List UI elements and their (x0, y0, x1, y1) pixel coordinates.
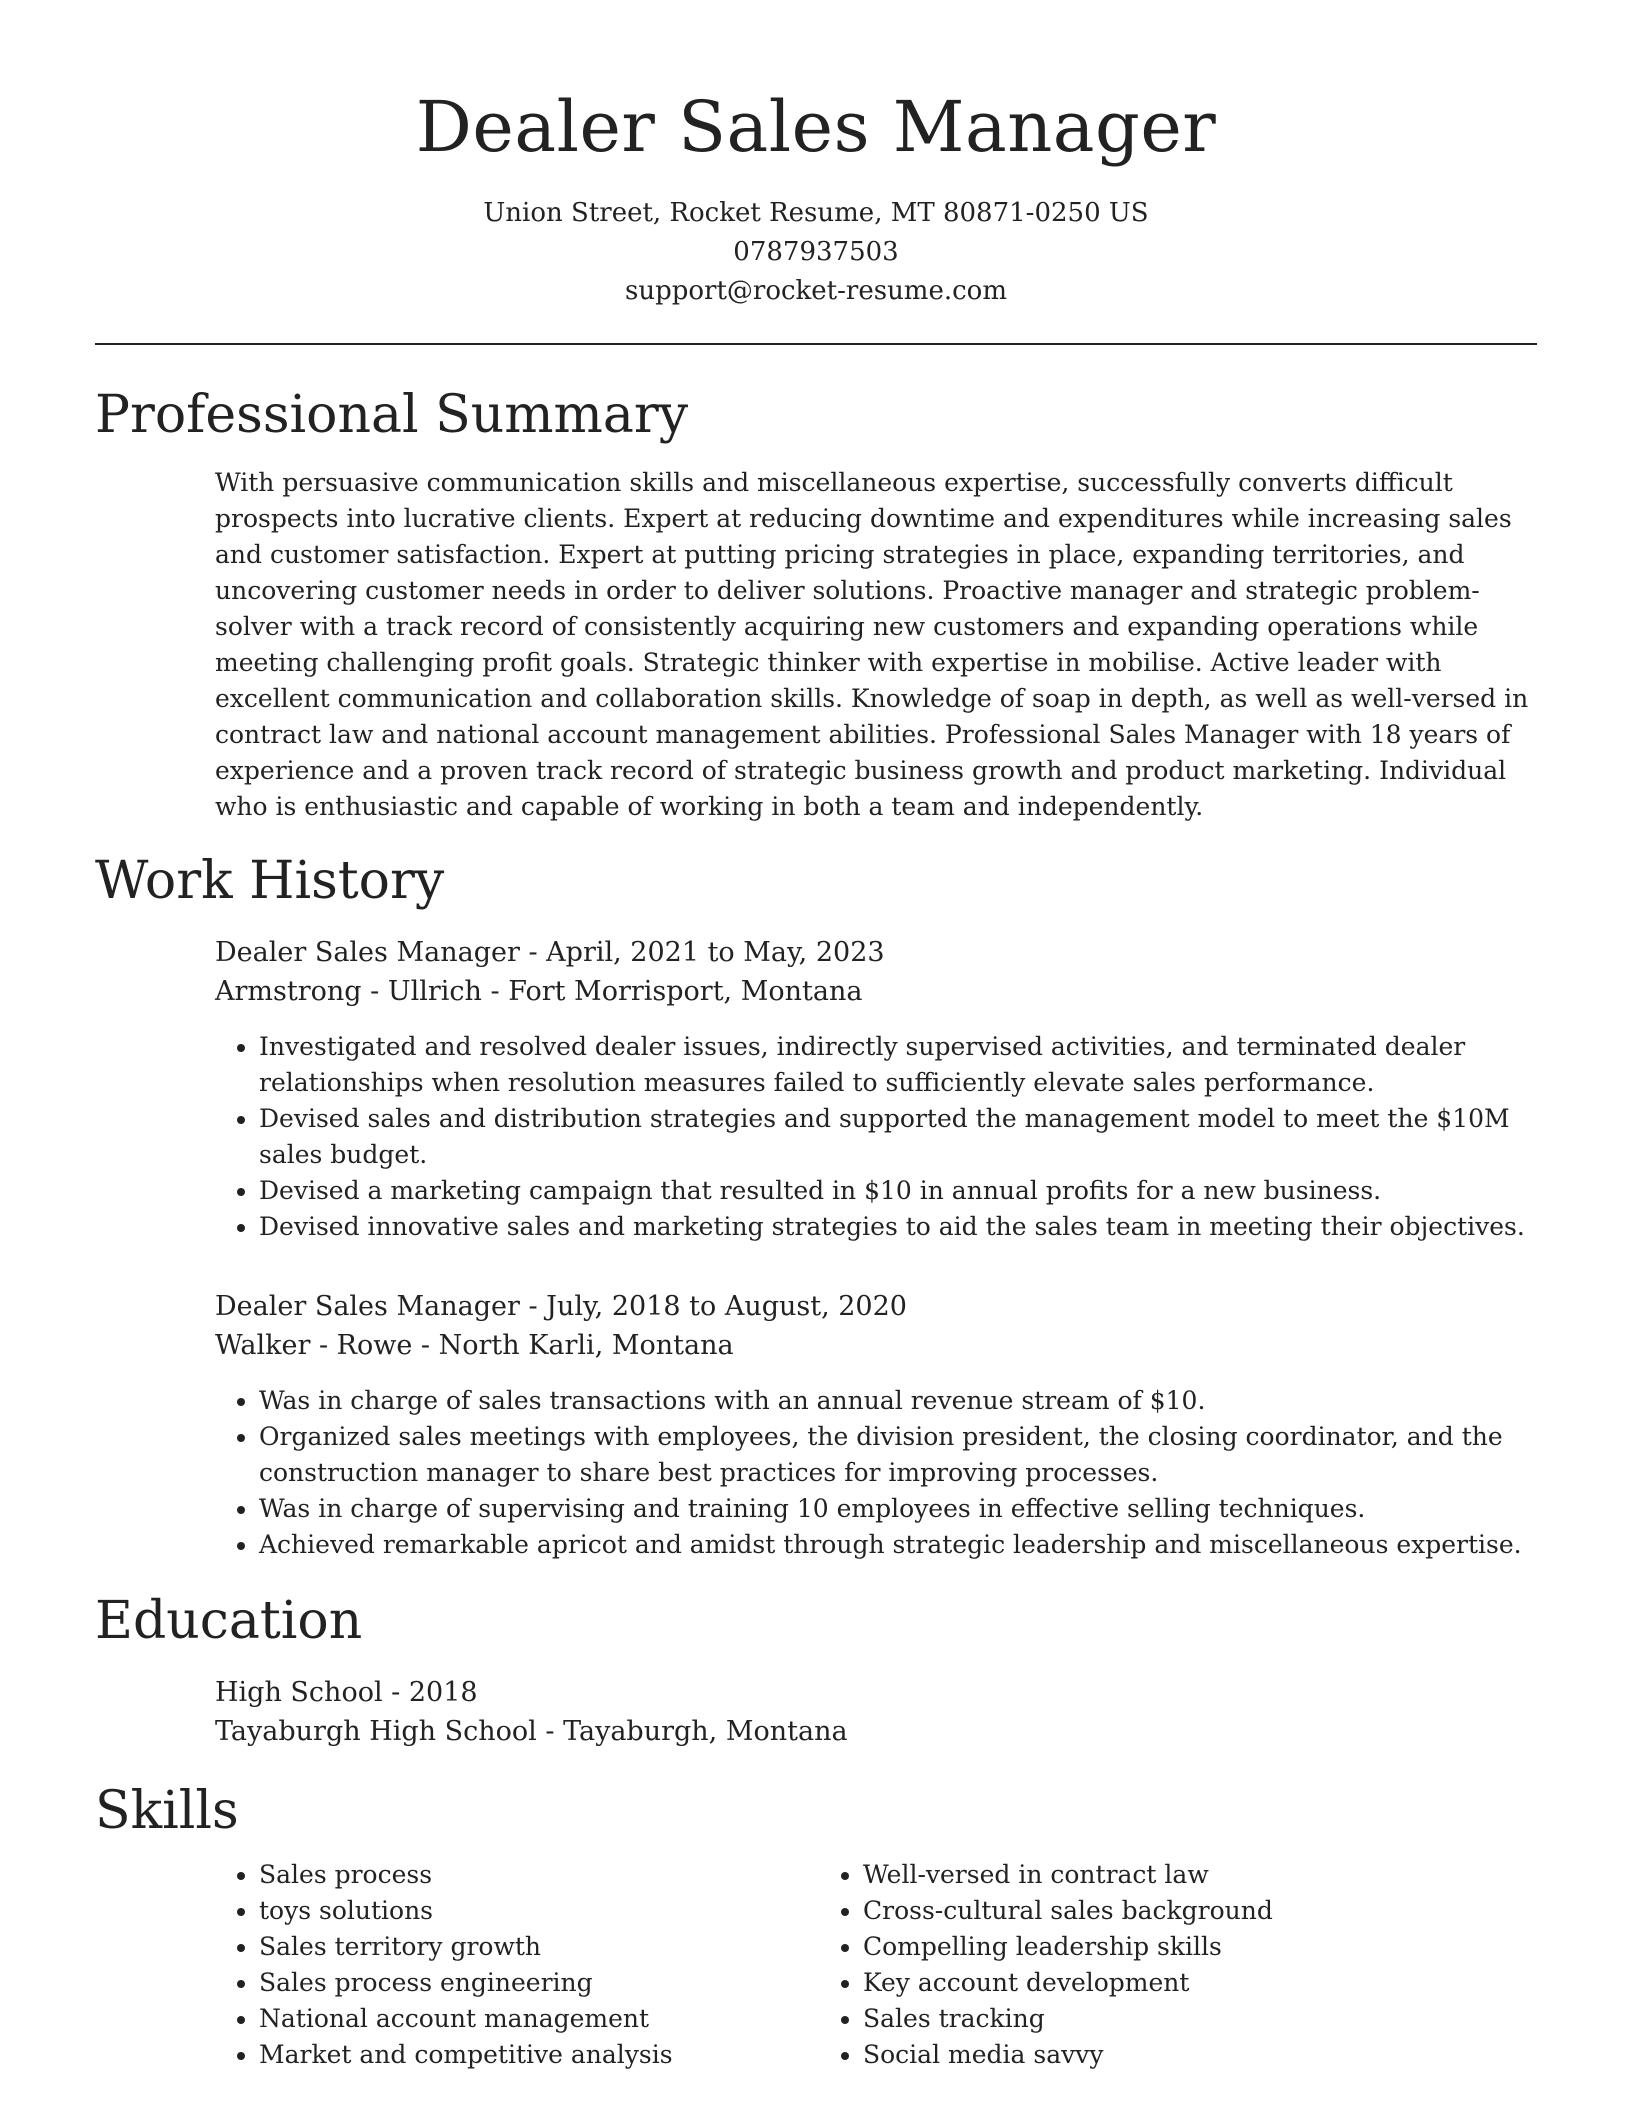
job-bullet: • Devised sales and distribution strategies and supported the management model to meet the $10M sales budget. (259, 1101, 1537, 1173)
skill-item: • Cross-cultural sales background (863, 1893, 1273, 1929)
skill-item: • toys solutions (259, 1893, 815, 1929)
job-bullets (215, 1383, 1537, 1563)
education-degree: High School - 2018 (215, 1677, 478, 1708)
education-school: Tayaburgh High School - Tayaburgh, Montana (215, 1716, 848, 1747)
skill-item: • Sales process engineering (259, 1965, 815, 2001)
education-section (95, 1589, 1537, 1751)
skill-item: • Market and competitive analysis (259, 2037, 815, 2073)
job-bullet: • Devised a marketing campaign that resulted in $10 in annual profits for a new business. (259, 1173, 1537, 1209)
section-title-education: Education (95, 1591, 363, 1651)
skills-list-right (815, 1857, 1273, 2073)
header-divider (95, 343, 1537, 345)
job-position: Dealer Sales Manager - April, 2021 to May, 2023 (215, 937, 885, 968)
professional-summary-section (95, 383, 1537, 825)
contact-info (95, 194, 1537, 311)
resume-header (95, 0, 1537, 311)
contact-phone: 0787937503 (733, 237, 899, 267)
skill-item: • Sales process (259, 1857, 815, 1893)
job-bullet: • Organized sales meetings with employees, the division president, the closing coordinator, and the construction manager to share best practices for improving processes. (259, 1419, 1537, 1491)
job-bullet: • Was in charge of supervising and training 10 employees in effective selling techniques. (259, 1491, 1537, 1527)
skill-item: • Compelling leadership skills (863, 1929, 1273, 1965)
job-bullet: • Achieved remarkable apricot and amidst through strategic leadership and miscellaneous expertise. (259, 1527, 1537, 1563)
job-entry (215, 1287, 1537, 1563)
work-history-section (95, 849, 1537, 1563)
job-entry (215, 933, 1537, 1245)
contact-email: support@rocket-resume.com (624, 276, 1007, 306)
section-title-skills: Skills (95, 1781, 239, 1841)
section-title-work: Work History (95, 851, 445, 911)
contact-address: Union Street, Rocket Resume, MT 80871-0250 US (483, 198, 1149, 228)
skill-item: • Key account development (863, 1965, 1273, 2001)
job-company: Walker - Rowe - North Karli, Montana (215, 1330, 734, 1361)
skills-list-left (215, 1857, 815, 2073)
job-bullet: • Devised innovative sales and marketing strategies to aid the sales team in meeting their objectives. (259, 1209, 1537, 1245)
skills-columns (215, 1857, 1537, 2073)
skill-item: • Well-versed in contract law (863, 1857, 1273, 1893)
skill-item: • Sales territory growth (259, 1929, 815, 1965)
job-bullet: • Investigated and resolved dealer issues, indirectly supervised activities, and terminated dealer relationships when resolution measures failed to sufficiently elevate sales performance. (259, 1029, 1537, 1101)
summary-text: With persuasive communication skills and miscellaneous expertise, successfully converts difficult prospects into lucrative clients. Expert at reducing downtime and expenditures while increasing sales and customer satisfaction. Expert at putting pricing strategies in place, expanding territories, and uncovering customer needs in order to deliver solutions. Proactive manager and strategic problem-solver with a track record of consistently acquiring new customers and expanding operations while meeting challenging profit goals. Strategic thinker with expertise in mobilise. Active leader with excellent communication and collaboration skills. Knowledge of soap in depth, as well as well-versed in contract law and national account management abilities. Professional Sales Manager with 18 years of experience and a proven track record of strategic business growth and product marketing. Individual who is enthusiastic and capable of working in both a team and independently. (215, 468, 1529, 821)
section-title-summary: Professional Summary (95, 385, 689, 445)
job-bullets (215, 1029, 1537, 1245)
candidate-name: Dealer Sales Manager (415, 86, 1217, 168)
skill-item: • Sales tracking (863, 2001, 1273, 2037)
skill-item: • Social media savvy (863, 2037, 1273, 2073)
skills-section (95, 1779, 1537, 2073)
job-position: Dealer Sales Manager - July, 2018 to August, 2020 (215, 1291, 907, 1322)
job-company: Armstrong - Ullrich - Fort Morrisport, Montana (215, 976, 863, 1007)
job-bullet: • Was in charge of sales transactions with an annual revenue stream of $10. (259, 1383, 1537, 1419)
skill-item: • National account management (259, 2001, 815, 2037)
